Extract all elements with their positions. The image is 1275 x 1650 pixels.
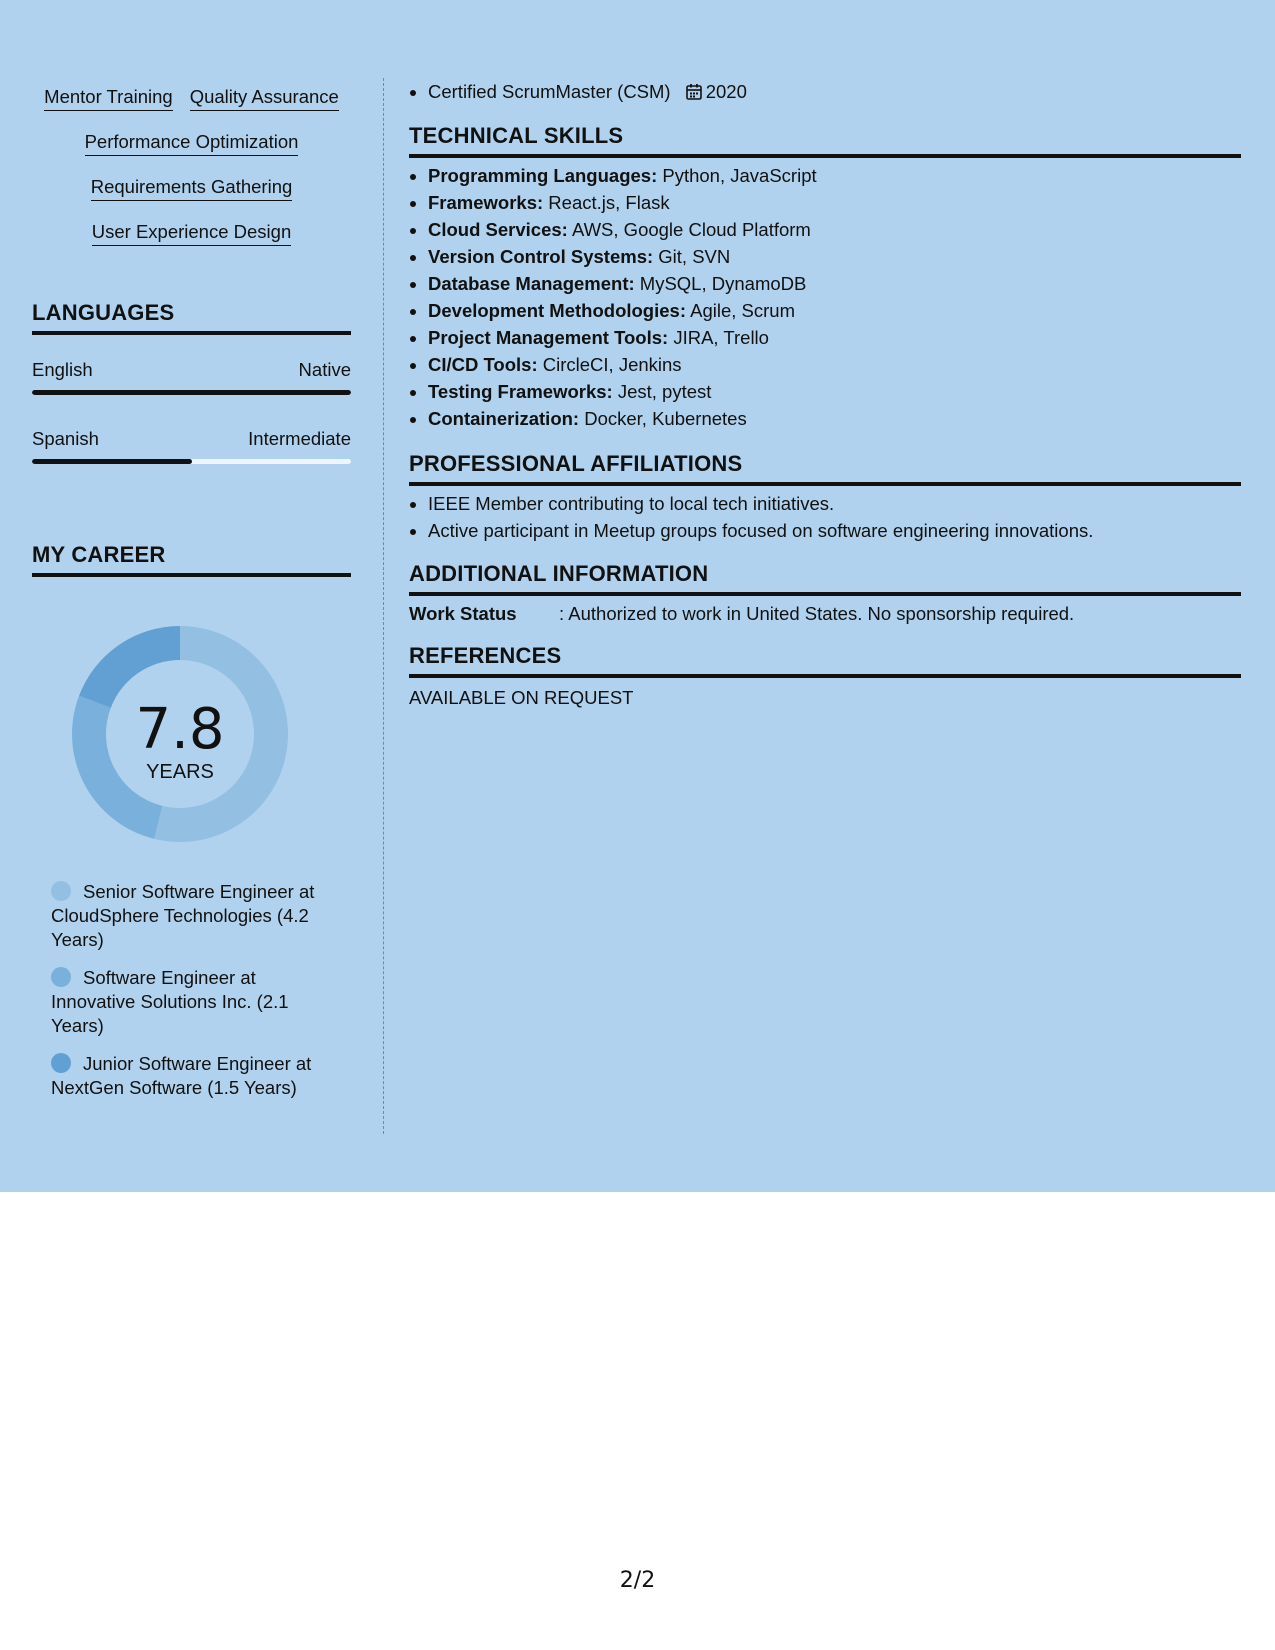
career-donut-segment: [79, 626, 180, 708]
technical-skill-values: AWS, Google Cloud Platform: [567, 219, 811, 240]
career-legend: [51, 880, 321, 1114]
technical-skill-values: CircleCI, Jenkins: [537, 354, 682, 375]
technical-skill-category: Testing Frameworks:: [428, 381, 613, 402]
affiliation-item: • IEEE Member contributing to local tech initiatives.: [428, 490, 1238, 517]
career-total-unit: YEARS: [146, 761, 214, 783]
technical-skill-values: React.js, Flask: [543, 192, 670, 213]
technical-skill-item: [428, 162, 1238, 189]
technical-skill-values: MySQL, DynamoDB: [634, 273, 807, 294]
skill-tag-row: [32, 221, 351, 246]
language-item: [32, 359, 351, 395]
technical-skill-category: Project Management Tools:: [428, 327, 669, 348]
technical-skill-category: Programming Languages:: [428, 165, 658, 186]
technical-skill-values: Agile, Scrum: [686, 300, 795, 321]
technical-skill-category: Development Methodologies:: [428, 300, 686, 321]
technical-skills-heading: TECHNICAL SKILLS: [409, 123, 1241, 158]
career-role-text: Software Engineer at Innovative Solutions Inc. (2.1 Years): [51, 967, 289, 1036]
additional-info-heading: ADDITIONAL INFORMATION: [409, 561, 1241, 596]
technical-skill-item: [428, 189, 1238, 216]
skill-tags: [32, 86, 351, 266]
career-legend-item: [51, 880, 321, 952]
work-status-label: Work Status: [409, 603, 517, 624]
references-text: AVAILABLE ON REQUEST: [409, 687, 634, 708]
technical-skill-category: Version Control Systems:: [428, 246, 654, 267]
skill-tag: Performance Optimization: [85, 131, 299, 156]
technical-skill-category: Containerization:: [428, 408, 580, 429]
language-item: [32, 428, 351, 464]
career-heading: MY CAREER: [32, 542, 351, 577]
technical-skills-list: [409, 162, 1238, 432]
skill-tag-row: [32, 86, 351, 111]
technical-skill-values: Jest, pytest: [612, 381, 712, 402]
legend-dot-icon: [51, 967, 71, 987]
career-total-value: 7.8: [135, 697, 225, 762]
languages-heading: LANGUAGES: [32, 300, 351, 335]
career-legend-item: [51, 966, 321, 1038]
career-donut-chart: [66, 620, 294, 848]
calendar-icon: [686, 80, 702, 107]
career-legend-item: [51, 1052, 321, 1100]
page-number: 2/2: [619, 1568, 656, 1593]
career-role-text: Senior Software Engineer at CloudSphere Technologies (4.2 Years): [51, 881, 315, 950]
technical-skill-category: Frameworks:: [428, 192, 544, 213]
skill-tag: User Experience Design: [92, 221, 291, 246]
language-level: Intermediate: [248, 428, 351, 449]
certification-year: 2020: [705, 81, 747, 102]
language-proficiency-fill: [32, 390, 351, 395]
certification-name: Certified ScrumMaster (CSM): [428, 81, 671, 102]
affiliation-item: • Active participant in Meetup groups focused on software engineering innovations.: [428, 517, 1238, 544]
language-proficiency-fill: [32, 459, 192, 464]
technical-skill-item: [428, 324, 1238, 351]
references-heading: REFERENCES: [409, 643, 1241, 678]
technical-skill-item: [428, 351, 1238, 378]
technical-skill-values: JIRA, Trello: [668, 327, 769, 348]
technical-skill-values: Docker, Kubernetes: [579, 408, 747, 429]
technical-skill-values: Python, JavaScript: [657, 165, 817, 186]
technical-skill-item: [428, 216, 1238, 243]
language-name: Spanish: [32, 428, 99, 449]
technical-skill-item: [428, 297, 1238, 324]
work-status-row: [409, 602, 1074, 626]
legend-dot-icon: [51, 881, 71, 901]
column-divider: [383, 78, 384, 1134]
certifications-list: [409, 78, 1238, 107]
language-proficiency-bar: [32, 390, 351, 395]
technical-skill-item: [428, 405, 1238, 432]
technical-skill-category: Cloud Services:: [428, 219, 568, 240]
career-role-text: Junior Software Engineer at NextGen Software (1.5 Years): [51, 1053, 312, 1098]
technical-skill-category: Database Management:: [428, 273, 635, 294]
language-name: English: [32, 359, 93, 380]
work-status-value: : Authorized to work in United States. No sponsorship required.: [559, 603, 1075, 624]
language-level: Native: [298, 359, 351, 380]
skill-tag-row: [32, 131, 351, 156]
skill-tag: Mentor Training: [44, 86, 173, 111]
skill-tag: Quality Assurance: [190, 86, 339, 111]
technical-skill-category: CI/CD Tools:: [428, 354, 538, 375]
skill-tag-row: [32, 176, 351, 201]
technical-skill-item: [428, 378, 1238, 405]
affiliations-list: [409, 490, 1238, 544]
language-proficiency-bar: [32, 459, 351, 464]
skill-tag: Requirements Gathering: [91, 176, 293, 201]
certification-item: [428, 78, 1238, 107]
technical-skill-item: [428, 270, 1238, 297]
legend-dot-icon: [51, 1053, 71, 1073]
affiliations-heading: PROFESSIONAL AFFILIATIONS: [409, 451, 1241, 486]
technical-skill-values: Git, SVN: [653, 246, 731, 267]
technical-skill-item: [428, 243, 1238, 270]
